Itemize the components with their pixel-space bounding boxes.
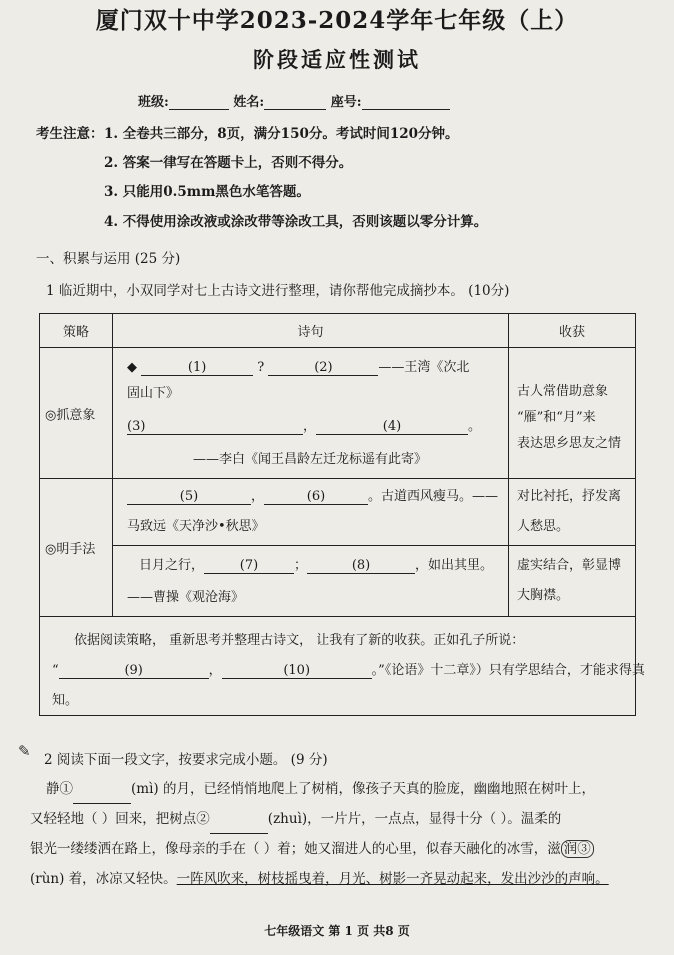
passage-line [46, 774, 595, 804]
summary-line [52, 659, 645, 679]
blank-1[interactable]: (1) [141, 360, 253, 376]
source-text: 马致远《天净沙•秋思》 [127, 519, 265, 534]
blank-8[interactable]: (8) [307, 558, 415, 574]
source-text: ——李白《闻王昌龄左迁龙标遥有此寄》 [193, 452, 428, 467]
punct: ， [208, 663, 222, 678]
underlined-sentence: 一阵风吹来，树枝摇曳着，月光、树影一齐晃动起来，发出沙沙的声响。 [176, 871, 609, 887]
diamond-icon: ◆ [127, 360, 137, 375]
header-strategy: 策略 [40, 314, 113, 348]
gain-text: 大胸襟。 [517, 588, 570, 603]
seat-label: 座号: [330, 95, 362, 110]
poem-text: 日月之行， [139, 558, 205, 573]
seat-blank [362, 95, 450, 110]
passage-text: (rùn) 着，冰凉又轻快。 [30, 871, 177, 887]
gain-text: 对比衬托，抒发离 [517, 489, 622, 504]
gain-text: 古人常借助意象 [517, 384, 609, 399]
poem-line [127, 356, 469, 376]
poem-line [127, 485, 498, 505]
passage-line [30, 864, 609, 894]
punct: ? [257, 360, 265, 375]
punct: ； [294, 558, 308, 573]
passage-text: (zhuì)，一片片，一点点，显得十分（ ）。温柔的 [267, 811, 562, 827]
question-2-prompt: 2 阅读下面一段文字，按要求完成小题。 (9 分) [44, 752, 328, 768]
source-text: 固山下》 [127, 386, 180, 401]
passage-text: (mì) 的月，已经悄悄地爬上了树梢，像孩子天真的脸庞，幽幽地照在树叶上， [131, 781, 595, 797]
source-text: ——王湾《次北 [378, 360, 470, 375]
poem-table [39, 313, 645, 716]
summary-line: 依据阅读策略， 重新思考并整理古诗文， 让我有了新的收获。正如孔子所说： [74, 633, 525, 648]
blank-5[interactable]: (5) [127, 489, 251, 505]
punct: ， [303, 419, 317, 434]
poem-text: 。古道西风瘦马。—— [368, 489, 499, 504]
class-blank [169, 95, 229, 110]
poem-cell-contrast [113, 479, 509, 546]
page-footer: 七年级语文 第 1 页 共8 页 [264, 924, 410, 938]
note-item: 2. 答案一律写在答题卡上，否则不得分。 [104, 155, 353, 171]
note-item: 3. 只能用0.5mm黑色水笔答题。 [104, 184, 310, 200]
exam-subtitle: 阶段适应性测试 [253, 47, 421, 72]
blank-zhui[interactable] [210, 817, 268, 834]
poem-line [127, 415, 481, 435]
poem-cell-realism [113, 546, 509, 617]
summary-line: 知。 [52, 693, 79, 708]
punct: 。 [468, 419, 482, 434]
strategy-technique: ◎明手法 [40, 479, 113, 617]
pencil-mark-icon: ✎ [18, 742, 31, 760]
gain-cell-imagery [509, 348, 636, 479]
passage-line [30, 834, 594, 864]
passage-text: 银光一缕缕洒在路上，像母亲的手在（ ）着；她又溜进人的心里，似春天融化的冰雪，滋 [30, 841, 561, 857]
blank-9[interactable]: (9) [59, 663, 209, 679]
blank-3[interactable]: (3) [127, 419, 303, 435]
poem-line [139, 554, 493, 574]
name-blank [264, 95, 326, 110]
punct: ， [251, 489, 265, 504]
name-label: 姓名: [233, 95, 265, 110]
blank-4[interactable]: (4) [316, 419, 468, 435]
blank-2[interactable]: (2) [268, 360, 378, 376]
note-item: 4. 不得使用涂改液或涂改带等涂改工具，否则该题以零分计算。 [104, 214, 488, 230]
notes-lead: 考生注意： [36, 126, 104, 142]
source-text: ——曹操《观沧海》 [127, 590, 245, 605]
gain-text: 表达思乡思友之情 [517, 436, 622, 451]
gain-cell-realism [509, 546, 636, 617]
passage-line [30, 804, 561, 834]
blank-mi[interactable] [73, 787, 131, 804]
header-poem: 诗句 [113, 314, 509, 348]
poem-text: ，如出其里。 [415, 558, 494, 573]
marked-word: 润③ [561, 840, 594, 858]
gain-text: 虚实结合，彰显博 [517, 558, 622, 573]
blank-7[interactable]: (7) [204, 558, 294, 574]
note-item: 1. 全卷共三部分，8页，满分150分。考试时间120分钟。 [104, 126, 459, 142]
header-gain: 收获 [509, 314, 636, 348]
punct: “ [52, 663, 59, 678]
strategy-imagery: ◎抓意象 [40, 348, 113, 479]
passage-text: 又轻轻地（ ）回来，把树点② [30, 811, 210, 827]
section-heading: 一、积累与运用 (25 分) [36, 251, 181, 267]
blank-10[interactable]: (10) [222, 663, 372, 679]
student-info-line [138, 91, 450, 110]
summary-text: 。”《论语》十二章》）只有学思结合，才能求得真 [371, 663, 645, 678]
passage-text: 静① [46, 781, 73, 797]
summary-cell [40, 617, 645, 716]
gain-text: “雁”和“月”来 [517, 410, 596, 425]
gain-text: 人愁思。 [517, 519, 570, 534]
poem-cell-imagery [113, 348, 509, 479]
question-1-prompt: 1 临近期中，小双同学对七上古诗文进行整理，请你帮他完成摘抄本。 (10分) [46, 283, 510, 299]
class-label: 班级: [138, 95, 169, 110]
exam-title: 厦门双十中学2023-2024学年七年级（上） [95, 7, 579, 34]
gain-cell-contrast [509, 479, 636, 546]
blank-6[interactable]: (6) [264, 489, 368, 505]
